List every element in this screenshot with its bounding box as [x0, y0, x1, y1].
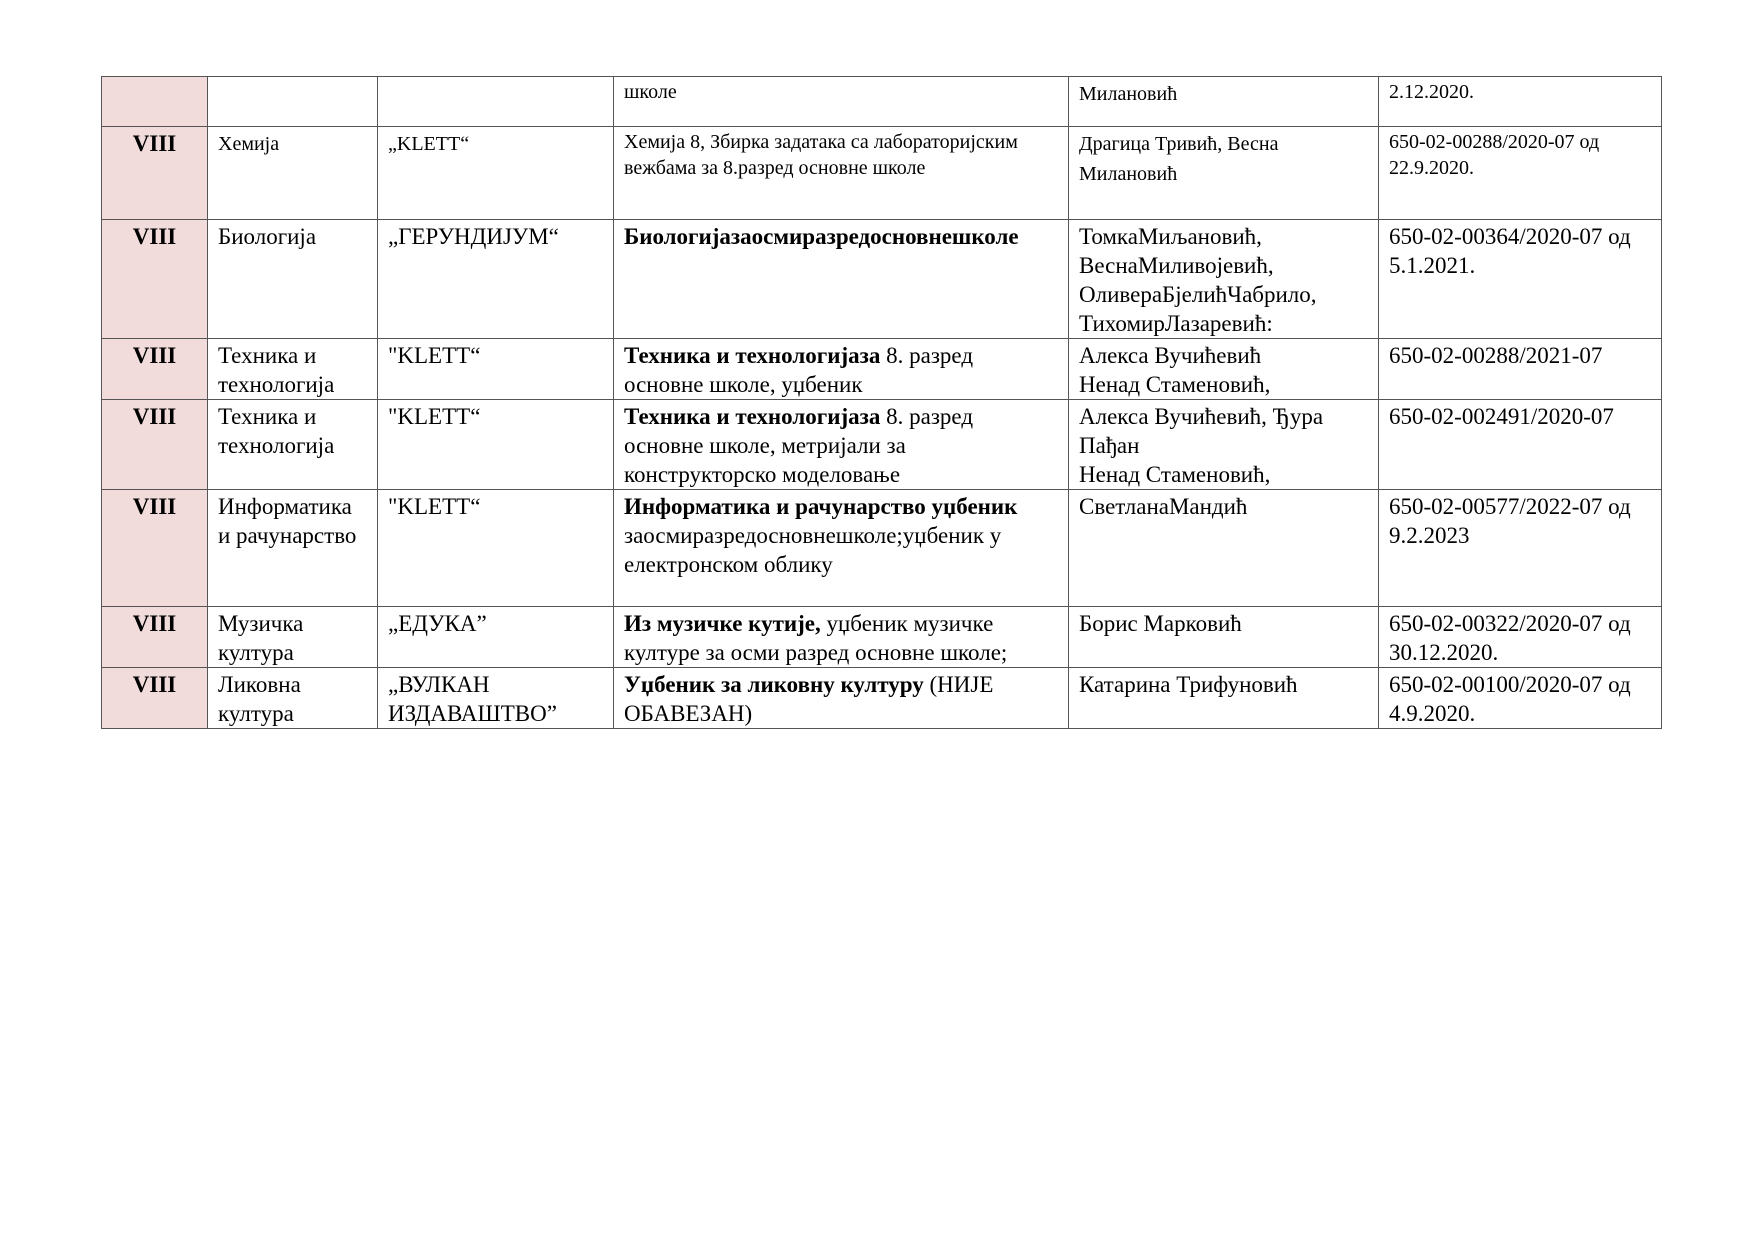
- authors-cell: [1069, 127, 1379, 220]
- subject-cell: [208, 607, 378, 668]
- table-row: [102, 339, 1662, 400]
- publisher-name: „ВУЛКАН ИЗДАВАШТВО”: [388, 672, 557, 726]
- grade-label: VIII: [132, 611, 177, 636]
- approval-number: 2.12.2020.: [1389, 81, 1474, 103]
- author-name: Милановић: [1079, 83, 1178, 105]
- approval-cell: [1379, 127, 1662, 220]
- subject-name: Хемија: [218, 133, 280, 155]
- title-text: 8. разред основне школе, уџбеник: [624, 343, 974, 397]
- subject-name: Ликовна култура: [218, 672, 301, 726]
- title-text: (НИЈЕ ОБАВЕЗАН): [624, 672, 994, 726]
- title-bold: Уџбеник за ликовну културу: [624, 672, 924, 697]
- author-name: Алекса Вучићевић: [1079, 343, 1262, 368]
- approval-cell: [1379, 339, 1662, 400]
- title-cell: [614, 400, 1069, 490]
- author-name: ВеснаМиливојевић,: [1079, 253, 1274, 278]
- author-name: Ненад Стаменовић,: [1079, 462, 1271, 487]
- subject-name: Биологија: [218, 224, 317, 249]
- subject-name: Музичка култура: [218, 611, 304, 665]
- author-name: ТихомирЛазаревић:: [1079, 311, 1273, 336]
- grade-label: VIII: [132, 131, 177, 156]
- title-bold: Информатика и рачунарство уџбеник: [624, 494, 1018, 519]
- title-cell: [614, 77, 1069, 127]
- grade-cell: [102, 668, 208, 729]
- authors-cell: [1069, 220, 1379, 339]
- subject-cell: [208, 127, 378, 220]
- approval-number: 650-02-00577/2022-07 од 9.2.2023: [1389, 494, 1631, 548]
- approval-cell: [1379, 400, 1662, 490]
- grade-cell: [102, 607, 208, 668]
- title-text: школе: [624, 81, 677, 103]
- title-text: заосмиразредосновнешколе;уџбеник у електронском облику: [624, 523, 1002, 577]
- authors-cell: [1069, 339, 1379, 400]
- title-cell: [614, 339, 1069, 400]
- table-row: [102, 668, 1662, 729]
- authors-cell: [1069, 400, 1379, 490]
- approval-cell: [1379, 220, 1662, 339]
- approval-number: 650-02-00288/2020-07 од 22.9.2020.: [1389, 131, 1600, 179]
- grade-cell: [102, 490, 208, 607]
- publisher-cell: [378, 220, 614, 339]
- grade-cell: [102, 220, 208, 339]
- author-name: Драгица Тривић, Весна Милановић: [1079, 133, 1279, 185]
- subject-cell: [208, 490, 378, 607]
- subject-cell: [208, 668, 378, 729]
- authors-cell: [1069, 607, 1379, 668]
- subject-name: Техника и технологија: [218, 404, 335, 458]
- title-cell: [614, 607, 1069, 668]
- title-cell: [614, 127, 1069, 220]
- approval-cell: [1379, 668, 1662, 729]
- author-name: ОливераБјелићЧабрило,: [1079, 282, 1317, 307]
- title-cell: [614, 490, 1069, 607]
- title-bold: Техника и технологијаза: [624, 404, 881, 429]
- approval-number: 650-02-00288/2021-07: [1389, 343, 1603, 368]
- table-row: [102, 490, 1662, 607]
- approval-cell: [1379, 77, 1662, 127]
- textbooks-table-body: [102, 77, 1662, 729]
- title-bold: Биологијазаосмиразредосновнешколе: [624, 224, 1019, 249]
- grade-cell: [102, 400, 208, 490]
- grade-label: VIII: [132, 494, 177, 519]
- approval-cell: [1379, 490, 1662, 607]
- table-row: [102, 220, 1662, 339]
- grade-label: VIII: [132, 343, 177, 368]
- subject-cell: [208, 400, 378, 490]
- author-name: Катарина Трифуновић: [1079, 672, 1298, 697]
- publisher-cell: [378, 77, 614, 127]
- subject-cell: [208, 220, 378, 339]
- title-text: Хемија 8, Збирка задатака са лабораторијским вежбама за 8.разред основне школе: [624, 131, 1018, 179]
- authors-cell: [1069, 77, 1379, 127]
- author-name: СветланаМандић: [1079, 494, 1248, 519]
- subject-cell: [208, 77, 378, 127]
- table-row: [102, 400, 1662, 490]
- publisher-name: „ЕДУКА”: [388, 611, 487, 636]
- publisher-cell: [378, 127, 614, 220]
- publisher-cell: [378, 607, 614, 668]
- approval-number: 650-02-00100/2020-07 од 4.9.2020.: [1389, 672, 1631, 726]
- publisher-name: „KLETT“: [388, 133, 470, 155]
- publisher-cell: [378, 400, 614, 490]
- grade-cell: [102, 339, 208, 400]
- grade-label: VIII: [132, 404, 177, 429]
- author-name: Ненад Стаменовић,: [1079, 372, 1271, 397]
- approval-number: 650-02-002491/2020-07: [1389, 404, 1614, 429]
- publisher-name: "KLETT“: [388, 494, 481, 519]
- publisher-cell: [378, 668, 614, 729]
- publisher-name: "KLETT“: [388, 404, 481, 429]
- title-bold: Техника и технологијаза: [624, 343, 881, 368]
- approval-cell: [1379, 607, 1662, 668]
- title-text: уџбеник музичке културе за осми разред основне школе;: [624, 611, 1008, 665]
- publisher-cell: [378, 490, 614, 607]
- authors-cell: [1069, 668, 1379, 729]
- grade-label: VIII: [132, 224, 177, 249]
- authors-cell: [1069, 490, 1379, 607]
- title-text: 8. разред основне школе, метријали за конструкторско моделовање: [624, 404, 974, 487]
- subject-cell: [208, 339, 378, 400]
- subject-name: Техника и технологија: [218, 343, 335, 397]
- grade-label: VIII: [132, 672, 177, 697]
- publisher-name: „ГЕРУНДИЈУМ“: [388, 224, 559, 249]
- grade-cell: [102, 127, 208, 220]
- approval-number: 650-02-00322/2020-07 од 30.12.2020.: [1389, 611, 1631, 665]
- subject-name: Информатика и рачунарство: [218, 494, 357, 548]
- textbooks-table: [101, 76, 1662, 729]
- publisher-name: "KLETT“: [388, 343, 481, 368]
- author-name: Алекса Вучићевић, Ђура Пађан: [1079, 404, 1324, 458]
- author-name: ТомкаМиљановић,: [1079, 224, 1262, 249]
- table-row: [102, 127, 1662, 220]
- title-bold: Из музичке кутије,: [624, 611, 821, 636]
- approval-number: 650-02-00364/2020-07 од 5.1.2021.: [1389, 224, 1631, 278]
- publisher-cell: [378, 339, 614, 400]
- table-row: [102, 77, 1662, 127]
- author-name: Борис Марковић: [1079, 611, 1242, 636]
- title-cell: [614, 668, 1069, 729]
- title-cell: [614, 220, 1069, 339]
- table-row: [102, 607, 1662, 668]
- grade-cell: [102, 77, 208, 127]
